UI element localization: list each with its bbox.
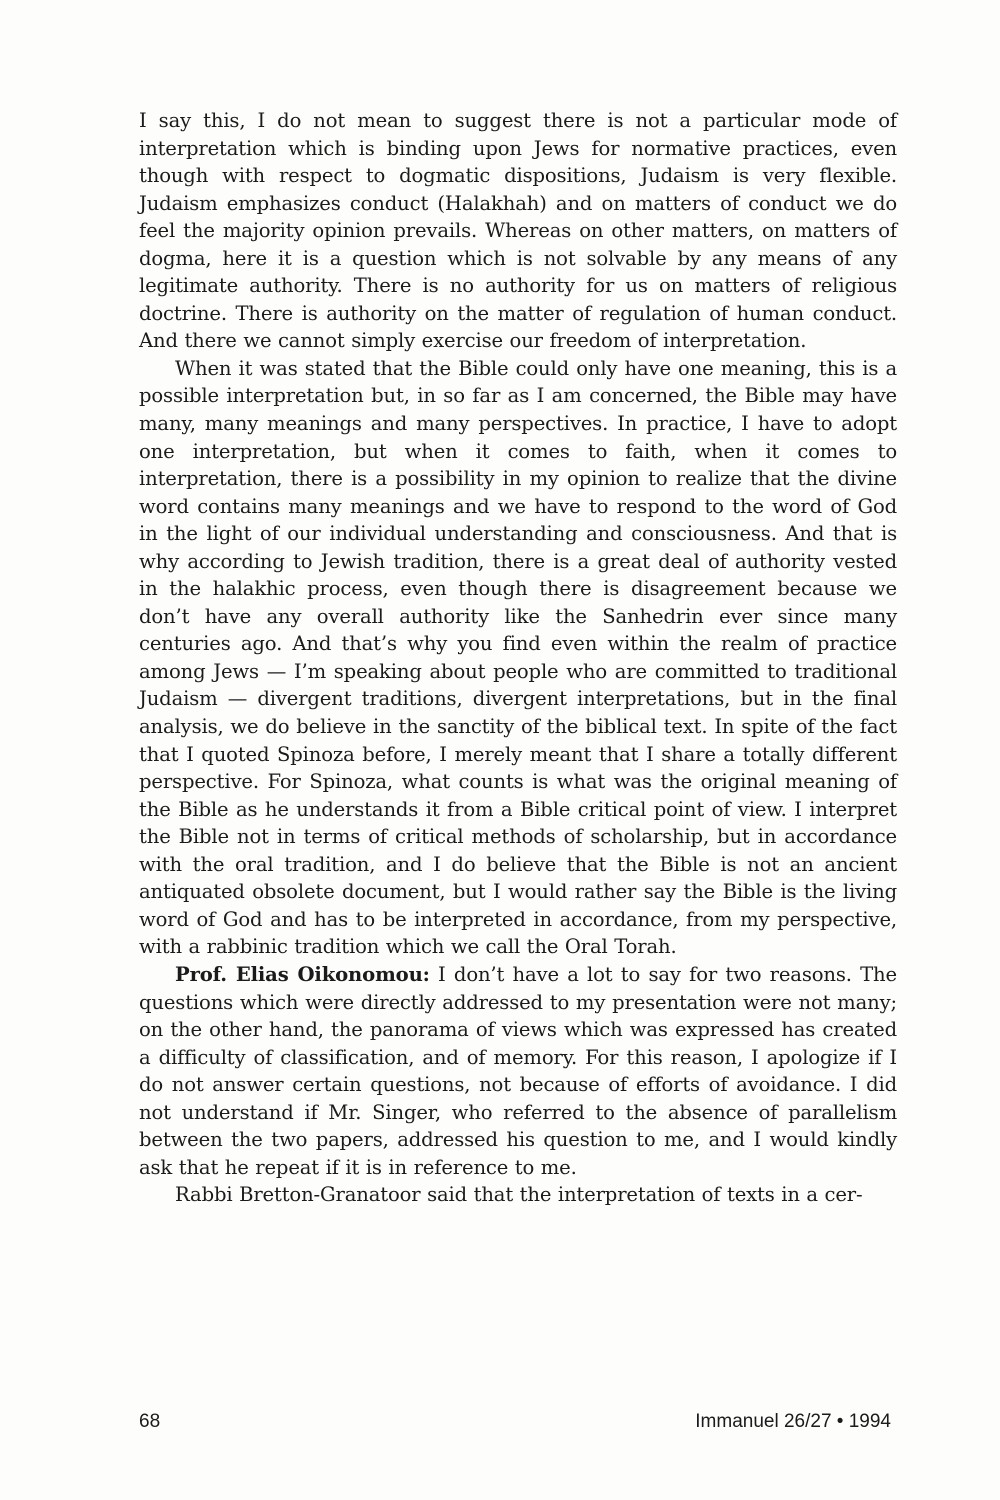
paragraph-3 (139, 961, 897, 1181)
paragraph-2 (139, 355, 897, 961)
paragraph-4 (139, 1181, 897, 1209)
paragraph-text: I don’t have a lot to say for two reasons. The questions which were directly addressed to my presentation were not many; on the other hand, the panorama of views which was expressed has created a difficulty of classification, and of memory. For this reason, I apologize if I do not answer certain questions, not because of efforts of avoidance. I did not understand if Mr. Singer, who referred to the absence of parallelism between the two papers, addressed his question to me, and I would kindly ask that he repeat if it is in reference to me. (139, 962, 897, 1179)
speaker-name: Prof. Elias Oikonomou: (175, 962, 430, 986)
paragraph-1 (139, 107, 897, 355)
body-text (139, 107, 897, 1209)
paragraph-text: When it was stated that the Bible could only have one meaning, this is a possible interpretation but, in so far as I am concerned, the Bible may have many, many meanings and many perspectives. In practice, I have to adopt one interpretation, but when it comes to faith, when it comes to interpretation, there is a possibility in my opinion to realize that the divine word contains many meanings and we have to respond to the word of God in the light of our individual understanding and consciousness. And that is why according to Jewish tradition, there is a great deal of authority vested in the halakhic process, even though there is disagreement because we don’t have any overall authority like the Sanhedrin ever since many centuries ago. And that’s why you find even within the realm of practice among Jews — I’m speaking about people who are committed to traditional Judaism — divergent traditions, divergent interpretations, but in the final analysis, we do believe in the sanctity of the biblical text. In spite of the fact that I quoted Spinoza before, I merely meant that I share a totally different perspective. For Spinoza, what counts is what was the original meaning of the Bible as he understands it from a Bible critical point of view. I interpret the Bible not in terms of critical methods of scholarship, but in accordance with the oral tradition, and I do believe that the Bible is not an ancient antiquated obsolete document, but I would rather say the Bible is the living word of God and has to be interpreted in accordance, from my perspective, with a rabbinic tradition which we call the Oral Torah. (139, 356, 897, 959)
paragraph-text: I say this, I do not mean to suggest there is not a particular mode of interpretation which is binding upon Jews for normative practices, even though with respect to dogmatic dispositions, Judaism is very flexible. Judaism emphasizes conduct (Halakhah) and on matters of conduct we do feel the majority opinion prevails. Whereas on other matters, on matters of dogma, here it is a question which is not solvable by any means of any legitimate authority. There is no authority for us on matters of religious doctrine. There is authority on the matter of regulation of human conduct. And there we cannot simply exercise our freedom of interpretation. (139, 109, 897, 353)
paragraph-text: Rabbi Bretton-Granatoor said that the interpretation of texts in a cer- (175, 1183, 863, 1207)
journal-citation: Immanuel 26/27 • 1994 (695, 1411, 891, 1432)
page-number: 68 (139, 1411, 161, 1432)
